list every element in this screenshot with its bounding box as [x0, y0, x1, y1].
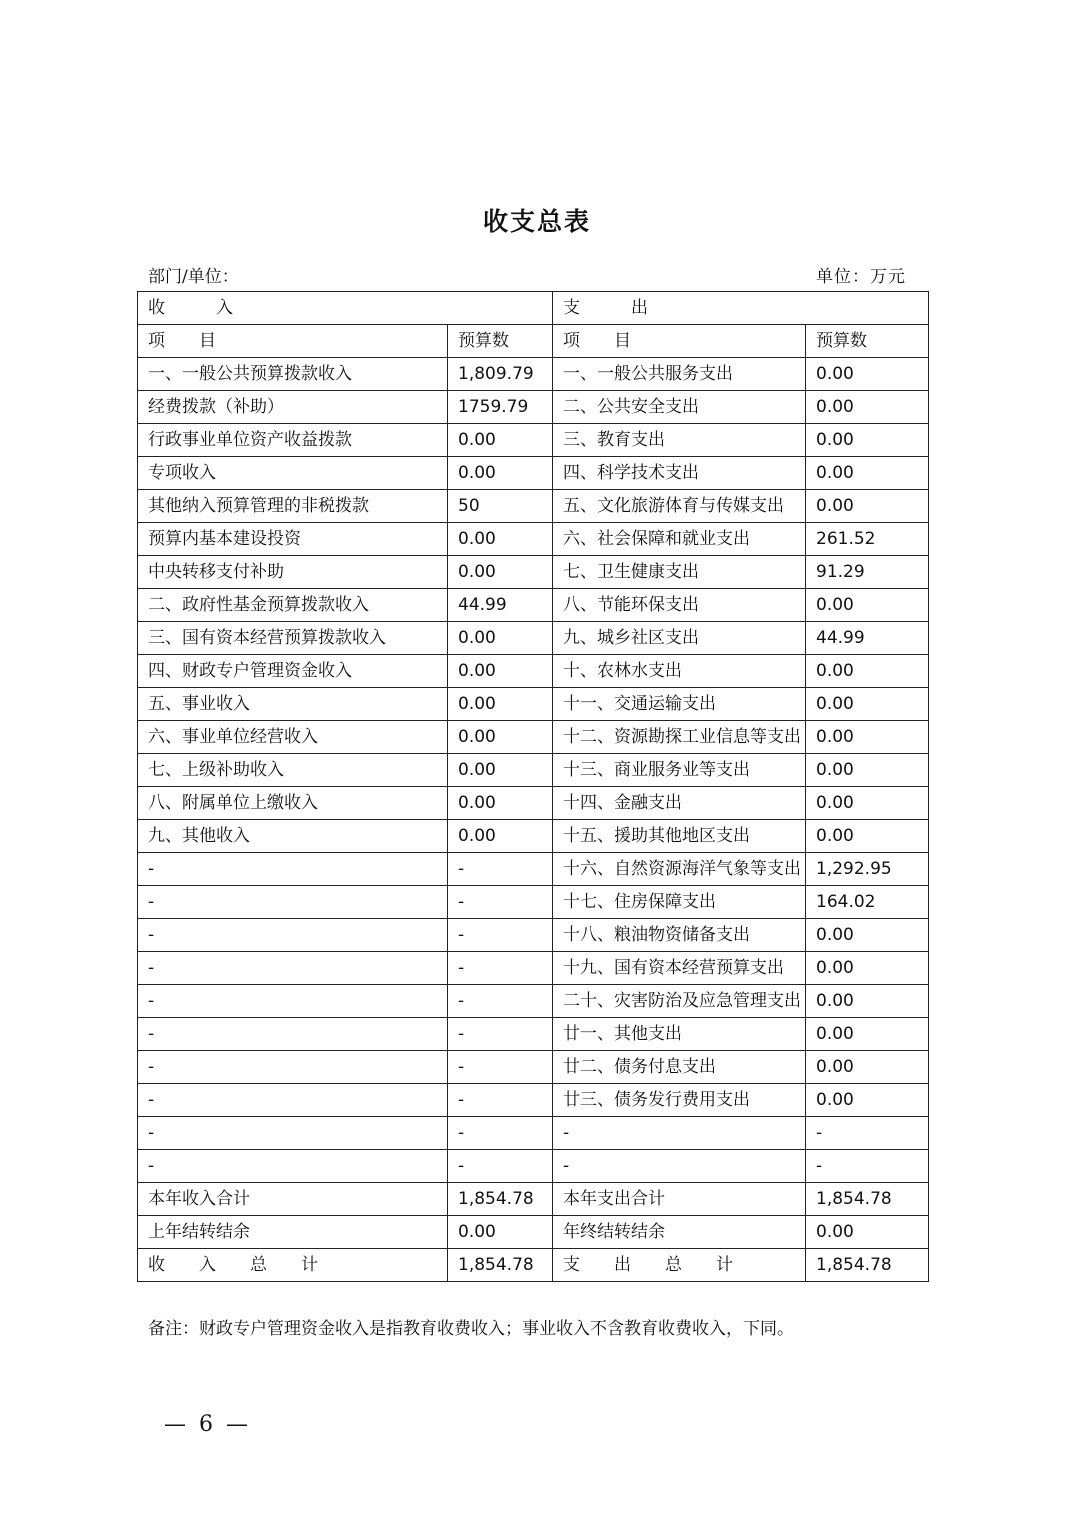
table-row: [138, 919, 929, 952]
income-item-cell: -: [138, 1150, 448, 1183]
expense-value-cell: 0.00: [806, 490, 929, 523]
section-header-row: [138, 292, 929, 325]
table-row: [138, 754, 929, 787]
income-value-cell: -: [448, 853, 553, 886]
table-row: [138, 490, 929, 523]
expense-value-cell: 1,854.78: [806, 1183, 929, 1216]
table-row: [138, 1018, 929, 1051]
expense-item-cell: 支 出 总 计: [553, 1249, 806, 1282]
expense-item-cell: 三、教育支出: [553, 424, 806, 457]
income-value-cell: -: [448, 952, 553, 985]
unit-label: 单位：万元: [816, 267, 906, 287]
expense-item-cell: 二、公共安全支出: [553, 391, 806, 424]
expense-value-cell: 0.00: [806, 820, 929, 853]
expense-item-cell: 十七、住房保障支出: [553, 886, 806, 919]
expense-item-cell: 六、社会保障和就业支出: [553, 523, 806, 556]
income-item-cell: 七、上级补助收入: [138, 754, 448, 787]
expense-value-cell: 0.00: [806, 787, 929, 820]
table-row: [138, 688, 929, 721]
table-row: [138, 1150, 929, 1183]
table-row: [138, 787, 929, 820]
expense-value-cell: 1,292.95: [806, 853, 929, 886]
table-row: [138, 1051, 929, 1084]
income-item-cell: 上年结转结余: [138, 1216, 448, 1249]
income-value-cell: -: [448, 1084, 553, 1117]
income-value-cell: 0.00: [448, 622, 553, 655]
income-value-cell: -: [448, 985, 553, 1018]
expense-value-cell: 44.99: [806, 622, 929, 655]
expense-value-cell: 0.00: [806, 391, 929, 424]
income-item-cell: 二、政府性基金预算拨款收入: [138, 589, 448, 622]
income-value-cell: -: [448, 1051, 553, 1084]
expense-item-cell: 九、城乡社区支出: [553, 622, 806, 655]
page-number: — 6 —: [164, 1412, 251, 1437]
income-item-cell: 八、附属单位上缴收入: [138, 787, 448, 820]
income-value-cell: -: [448, 1018, 553, 1051]
column-header-row: [138, 325, 929, 358]
expense-item-cell: -: [553, 1150, 806, 1183]
income-value-cell: 0.00: [448, 523, 553, 556]
income-value-cell: -: [448, 886, 553, 919]
income-item-col-header: 项 目: [138, 325, 448, 358]
table-row: [138, 589, 929, 622]
income-value-cell: 50: [448, 490, 553, 523]
income-value-cell: 0.00: [448, 1216, 553, 1249]
income-value-cell: 1,809.79: [448, 358, 553, 391]
expense-item-cell: 十九、国有资本经营预算支出: [553, 952, 806, 985]
income-item-cell: -: [138, 886, 448, 919]
income-item-cell: 本年收入合计: [138, 1183, 448, 1216]
expense-value-cell: 0.00: [806, 1216, 929, 1249]
expense-item-cell: 年终结转结余: [553, 1216, 806, 1249]
income-item-cell: -: [138, 1018, 448, 1051]
income-value-cell: -: [448, 919, 553, 952]
expense-value-cell: 0.00: [806, 424, 929, 457]
table-row: [138, 721, 929, 754]
income-value-cell: 1,854.78: [448, 1183, 553, 1216]
income-value-cell: 0.00: [448, 754, 553, 787]
income-item-cell: 三、国有资本经营预算拨款收入: [138, 622, 448, 655]
expense-item-cell: 四、科学技术支出: [553, 457, 806, 490]
expense-item-cell: 八、节能环保支出: [553, 589, 806, 622]
table-row: [138, 523, 929, 556]
income-item-cell: 预算内基本建设投资: [138, 523, 448, 556]
income-value-cell: 1759.79: [448, 391, 553, 424]
income-item-cell: -: [138, 853, 448, 886]
income-value-cell: -: [448, 1150, 553, 1183]
expense-value-cell: 261.52: [806, 523, 929, 556]
expense-value-cell: 1,854.78: [806, 1249, 929, 1282]
table-row: [138, 1117, 929, 1150]
income-value-cell: 0.00: [448, 655, 553, 688]
income-item-cell: 经费拨款（补助）: [138, 391, 448, 424]
table-row: [138, 391, 929, 424]
expense-item-cell: 廿二、债务付息支出: [553, 1051, 806, 1084]
income-item-cell: 四、财政专户管理资金收入: [138, 655, 448, 688]
income-item-cell: -: [138, 952, 448, 985]
expense-value-cell: 91.29: [806, 556, 929, 589]
expense-value-cell: 0.00: [806, 688, 929, 721]
expense-item-cell: 五、文化旅游体育与传媒支出: [553, 490, 806, 523]
table-row: [138, 457, 929, 490]
table-row: [138, 853, 929, 886]
expense-item-col-header: 项 目: [553, 325, 806, 358]
department-label: 部门/单位：: [148, 267, 239, 287]
expense-item-cell: 廿一、其他支出: [553, 1018, 806, 1051]
expense-item-cell: 十二、资源勘探工业信息等支出: [553, 721, 806, 754]
budget-summary-table: [137, 291, 929, 1282]
income-budget-col-header: 预算数: [448, 325, 553, 358]
expense-value-cell: 0.00: [806, 721, 929, 754]
table-row: [138, 424, 929, 457]
income-value-cell: 0.00: [448, 721, 553, 754]
income-item-cell: 五、事业收入: [138, 688, 448, 721]
expense-item-cell: 十一、交通运输支出: [553, 688, 806, 721]
document-title: 收支总表: [482, 207, 591, 236]
income-item-cell: 其他纳入预算管理的非税拨款: [138, 490, 448, 523]
income-item-cell: 中央转移支付补助: [138, 556, 448, 589]
expense-header: 支 出: [553, 292, 929, 325]
income-value-cell: 0.00: [448, 424, 553, 457]
expense-value-cell: 0.00: [806, 457, 929, 490]
income-value-cell: -: [448, 1117, 553, 1150]
expense-value-cell: 0.00: [806, 1051, 929, 1084]
expense-value-cell: 0.00: [806, 1084, 929, 1117]
income-value-cell: 1,854.78: [448, 1249, 553, 1282]
income-item-cell: -: [138, 919, 448, 952]
income-item-cell: 收 入 总 计: [138, 1249, 448, 1282]
expense-item-cell: -: [553, 1117, 806, 1150]
expense-value-cell: 0.00: [806, 655, 929, 688]
expense-item-cell: 廿三、债务发行费用支出: [553, 1084, 806, 1117]
expense-item-cell: 一、一般公共服务支出: [553, 358, 806, 391]
income-value-cell: 44.99: [448, 589, 553, 622]
income-item-cell: 专项收入: [138, 457, 448, 490]
table-body: [138, 292, 929, 1282]
income-item-cell: 行政事业单位资产收益拨款: [138, 424, 448, 457]
footnote: 备注：财政专户管理资金收入是指教育收费收入；事业收入不含教育收费收入，下同。: [148, 1319, 794, 1339]
expense-value-cell: 0.00: [806, 1018, 929, 1051]
table-row: [138, 1084, 929, 1117]
table-row: [138, 358, 929, 391]
income-item-cell: 一、一般公共预算拨款收入: [138, 358, 448, 391]
table-row: [138, 985, 929, 1018]
expense-value-cell: 0.00: [806, 952, 929, 985]
table-row: [138, 622, 929, 655]
income-value-cell: 0.00: [448, 457, 553, 490]
expense-item-cell: 七、卫生健康支出: [553, 556, 806, 589]
income-item-cell: 六、事业单位经营收入: [138, 721, 448, 754]
expense-value-cell: 0.00: [806, 985, 929, 1018]
table-row: [138, 820, 929, 853]
total-row: [138, 1249, 929, 1282]
expense-item-cell: 十四、金融支出: [553, 787, 806, 820]
total-row: [138, 1216, 929, 1249]
expense-value-cell: 0.00: [806, 919, 929, 952]
expense-item-cell: 十五、援助其他地区支出: [553, 820, 806, 853]
expense-item-cell: 二十、灾害防治及应急管理支出: [553, 985, 806, 1018]
expense-value-cell: 0.00: [806, 754, 929, 787]
income-value-cell: 0.00: [448, 787, 553, 820]
income-item-cell: 九、其他收入: [138, 820, 448, 853]
income-item-cell: -: [138, 1084, 448, 1117]
income-value-cell: 0.00: [448, 556, 553, 589]
table-row: [138, 655, 929, 688]
expense-budget-col-header: 预算数: [806, 325, 929, 358]
expense-value-cell: -: [806, 1117, 929, 1150]
expense-item-cell: 十八、粮油物资储备支出: [553, 919, 806, 952]
expense-value-cell: 0.00: [806, 358, 929, 391]
income-item-cell: -: [138, 1051, 448, 1084]
income-item-cell: -: [138, 1117, 448, 1150]
expense-item-cell: 本年支出合计: [553, 1183, 806, 1216]
income-item-cell: -: [138, 985, 448, 1018]
income-value-cell: 0.00: [448, 820, 553, 853]
expense-value-cell: -: [806, 1150, 929, 1183]
expense-value-cell: 164.02: [806, 886, 929, 919]
expense-item-cell: 十三、商业服务业等支出: [553, 754, 806, 787]
table-row: [138, 886, 929, 919]
income-header: 收 入: [138, 292, 553, 325]
table-row: [138, 556, 929, 589]
expense-item-cell: 十、农林水支出: [553, 655, 806, 688]
total-row: [138, 1183, 929, 1216]
expense-value-cell: 0.00: [806, 589, 929, 622]
table-row: [138, 952, 929, 985]
expense-item-cell: 十六、自然资源海洋气象等支出: [553, 853, 806, 886]
income-value-cell: 0.00: [448, 688, 553, 721]
